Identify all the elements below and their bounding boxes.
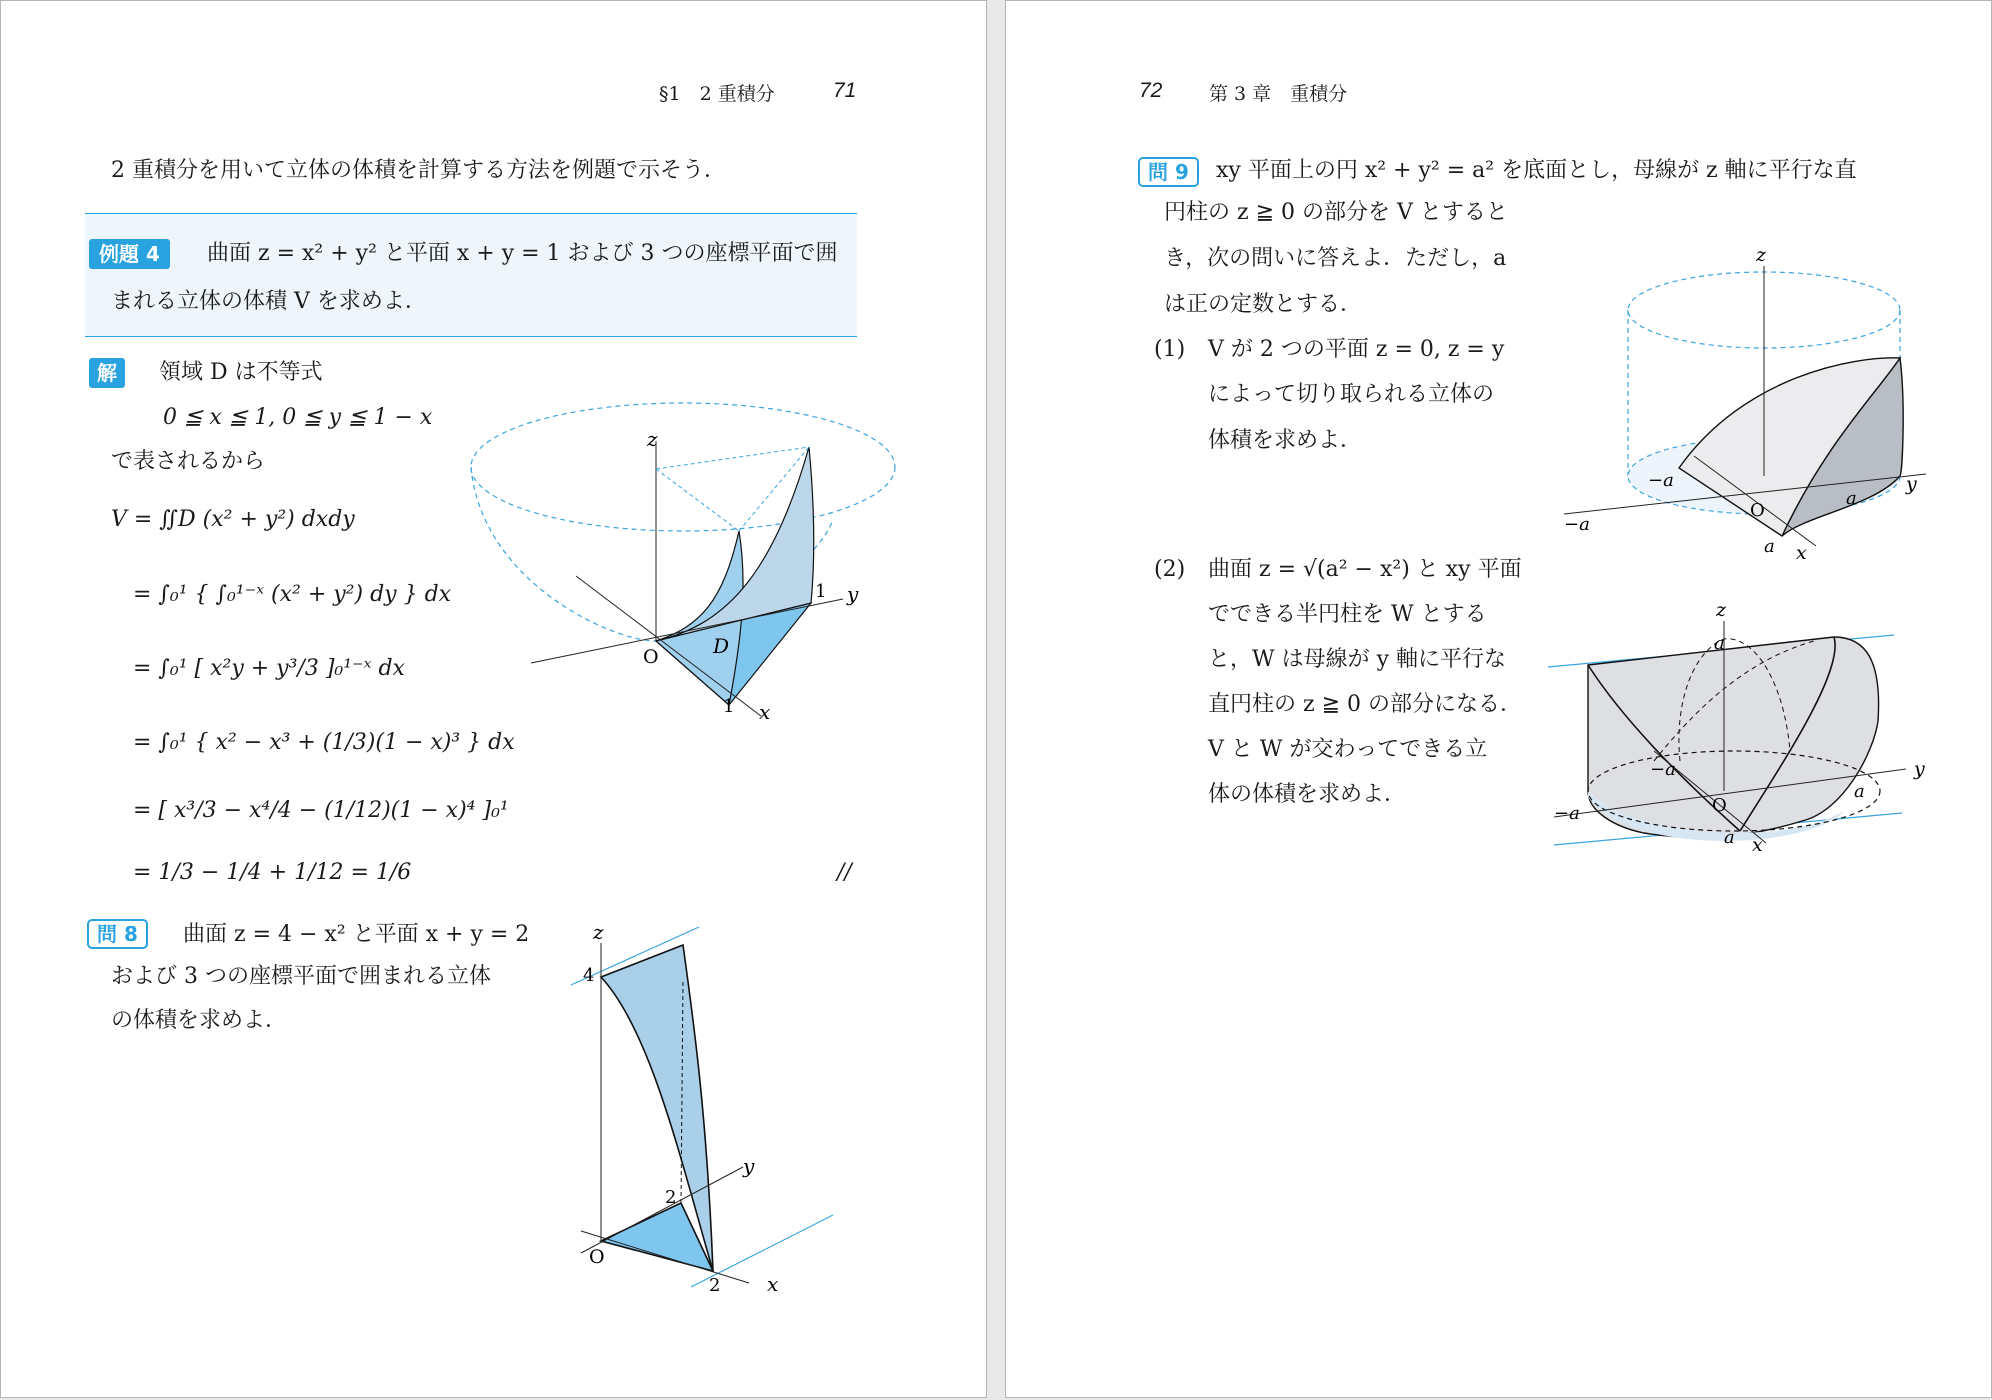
tick-y-1: 1 [815,581,827,602]
problem8-line1: 曲面 z = 4 − x² と平面 x + y = 2 [183,922,530,947]
part2-line5: V と W が交わってできる立 [1208,737,1488,762]
problem9-line2: 円柱の z ≧ 0 の部分を V とすると [1164,200,1508,225]
part2-line4: 直円柱の z ≧ 0 の部分になる． [1208,692,1522,717]
neg-a-y-label: −a [1650,759,1676,780]
part2-line1: 曲面 z = √(a² − x²) と xy 平面 [1208,557,1522,582]
running-header-chapter: 第 3 章 重積分 [1209,83,1348,105]
equation-6: = 1/3 − 1/4 + 1/12 = 1/6 [133,860,412,885]
a-x-label: a [1724,827,1735,848]
tick-x-1: 1 [723,696,735,717]
tick-y-2: 2 [665,1187,677,1208]
equation-4: = ∫₀¹ { x² − x³ + (1/3)(1 − x)³ } dx [133,730,515,755]
a-z-label: a [1714,633,1725,654]
part1-line3: 体積を求めよ． [1208,428,1363,453]
problem9-line3: き，次の問いに答えよ．ただし，a [1164,246,1507,271]
neg-a-y-label: −a [1648,470,1674,491]
figure-paraboloid [471,401,871,731]
y-label: y [743,1154,755,1178]
problem9-line1: xy 平面上の円 x² + y² = a² を底面とし，母線が z 軸に平行な直 [1216,158,1857,183]
x-label: x [759,700,771,724]
example-box [85,213,857,337]
origin-label: O [1712,795,1727,816]
problem9-badge: 問 9 [1138,157,1199,187]
solution-line1: 領域 D は不等式 [159,360,323,385]
z-label: z [1756,244,1767,266]
a-y-label: a [1854,781,1865,802]
part2-line6: 体の体積を求めよ． [1208,782,1407,807]
x-label: x [1752,834,1763,856]
equation-5: = [ x³/3 − x⁴/4 − (1/12)(1 − x)⁴ ]₀¹ [133,798,509,823]
dashed-guide [656,447,809,469]
right-page [1005,0,1992,1398]
problem8-line3: の体積を求めよ． [111,1008,288,1033]
example-line2: まれる立体の体積 V を求めよ． [111,289,427,314]
example-line1: 曲面 z = x² + y² と平面 x + y = 1 および 3 つの座標平面で囲 [207,241,838,266]
problem9-line4: は正の定数とする． [1164,292,1363,317]
a-x-label: a [1764,536,1775,557]
figure-problem8 [571,921,841,1301]
region-label: D [713,634,730,658]
dashed-guide [656,469,739,531]
x-label: x [767,1272,779,1296]
z-label: z [593,920,604,944]
tick-x-2: 2 [709,1275,721,1296]
half-cylinder-body [1588,637,1879,837]
x-label: x [1796,542,1807,564]
y-label: y [847,582,859,606]
neg-a-x-label: −a [1564,514,1590,535]
paraboloid-rim [471,403,895,531]
solution-line2: で表されるから [111,449,266,474]
example-badge: 例題 4 [89,239,170,269]
part1-number: (1) [1154,337,1186,362]
z-label: z [647,427,658,451]
end-mark: // [837,860,852,885]
origin-label: O [643,646,659,668]
figure-cylinder-wedge [1554,246,1934,576]
origin-label: O [589,1246,605,1268]
equation-1: V = ∬D (x² + y²) dxdy [111,507,355,532]
y-label: y [1914,758,1925,780]
figure-intersecting-cylinders [1544,601,1944,861]
part2-number: (2) [1154,557,1186,582]
part2-line3: と，W は母線が y 軸に平行な [1208,647,1507,672]
equation-3: = ∫₀¹ [ x²y + y³/3 ]₀¹⁻ˣ dx [133,656,405,681]
part2-line2: でできる半円柱を W とする [1208,602,1487,627]
neg-a-x-label: −a [1554,803,1580,824]
part1-line2: によって切り取られる立体の [1208,382,1495,407]
solution-inequality: 0 ≦ x ≦ 1, 0 ≦ y ≦ 1 − x [163,405,433,430]
y-label: y [1906,473,1917,495]
z-label: z [1716,599,1727,621]
equation-2: = ∫₀¹ { ∫₀¹⁻ˣ (x² + y²) dy } dx [133,582,452,607]
part1-line1: V が 2 つの平面 z = 0, z = y [1208,337,1505,362]
problem8-line2: および 3 つの座標平面で囲まれる立体 [111,964,491,989]
page-number: 71 [833,79,857,102]
origin-label: O [1750,500,1765,521]
left-page [0,0,987,1398]
page-number: 72 [1139,79,1163,102]
running-header-section: §1 2 重積分 [659,83,775,105]
tick-z-4: 4 [583,965,595,986]
solution-badge: 解 [89,358,125,388]
a-y-label: a [1846,488,1857,509]
intro-text: 2 重積分を用いて立体の体積を計算する方法を例題で示そう． [111,158,726,183]
problem8-badge: 問 8 [87,919,148,949]
